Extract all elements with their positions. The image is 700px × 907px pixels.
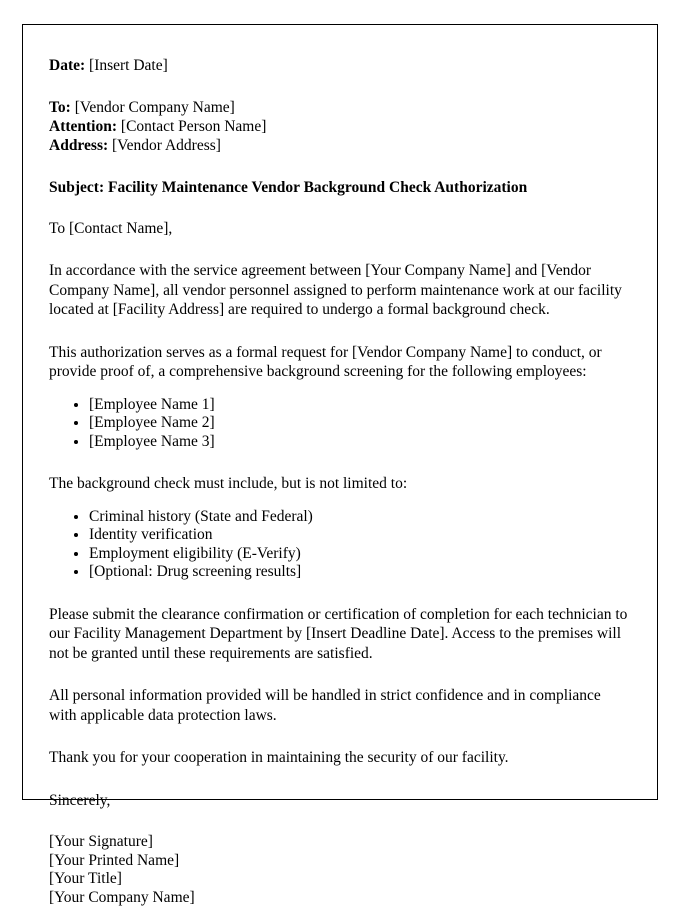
- address-line: [49, 137, 631, 155]
- salutation: To [Contact Name],: [49, 220, 631, 238]
- paragraph-1: In accordance with the service agreement between [Your Company Name] and [Vendor Company Name], all vendor personnel assigned to perform maintenance work at our facility located at [Facility Address] are required to undergo a formal background check.: [49, 261, 631, 320]
- attention-value: [Contact Person Name]: [121, 118, 267, 135]
- list-item: • [Employee Name 3]: [89, 433, 631, 452]
- title-line: [Your Title]: [49, 870, 631, 889]
- paragraph-2: This authorization serves as a formal request for [Vendor Company Name] to conduct, or provide proof of, a comprehensive background screening for the following employees:: [49, 343, 631, 382]
- paragraph-4: Please submit the clearance confirmation or certification of completion for each technician to our Facility Management Department by [Insert Deadline Date]. Access to the premises will not be granted until these requirements are satisfied.: [49, 605, 631, 664]
- address-value: [Vendor Address]: [112, 137, 221, 154]
- list-item: • [Employee Name 1]: [89, 396, 631, 415]
- paragraph-6: Thank you for your cooperation in maintaining the security of our facility.: [49, 748, 631, 768]
- company-name-line: [Your Company Name]: [49, 889, 631, 907]
- paragraph-5: All personal information provided will be handled in strict confidence and in compliance with applicable data protection laws.: [49, 686, 631, 725]
- list-item: • Employment eligibility (E-Verify): [89, 545, 631, 564]
- employee-list: [49, 396, 631, 452]
- date-block: [49, 57, 631, 75]
- list-item: • [Optional: Drug screening results]: [89, 563, 631, 582]
- printed-name-line: [Your Printed Name]: [49, 852, 631, 871]
- date-line: [49, 57, 631, 75]
- to-line: [49, 99, 631, 117]
- date-value: [Insert Date]: [89, 57, 168, 74]
- closing: Sincerely,: [49, 791, 631, 811]
- list-item: • [Employee Name 2]: [89, 414, 631, 433]
- paragraph-3: The background check must include, but is not limited to:: [49, 474, 631, 494]
- list-item: • Identity verification: [89, 526, 631, 545]
- letter-content: [23, 25, 657, 907]
- date-label: Date:: [49, 57, 85, 74]
- recipient-block: [49, 99, 631, 155]
- attention-line: [49, 118, 631, 136]
- signature-block: [49, 833, 631, 907]
- attention-label: Attention:: [49, 118, 117, 135]
- letter-page: [22, 24, 658, 800]
- list-item: • Criminal history (State and Federal): [89, 508, 631, 527]
- to-label: To:: [49, 99, 71, 116]
- address-label: Address:: [49, 137, 108, 154]
- signature-line: [Your Signature]: [49, 833, 631, 852]
- subject-line: Subject: Facility Maintenance Vendor Background Check Authorization: [49, 179, 631, 197]
- to-value: [Vendor Company Name]: [75, 99, 235, 116]
- check-items-list: [49, 508, 631, 582]
